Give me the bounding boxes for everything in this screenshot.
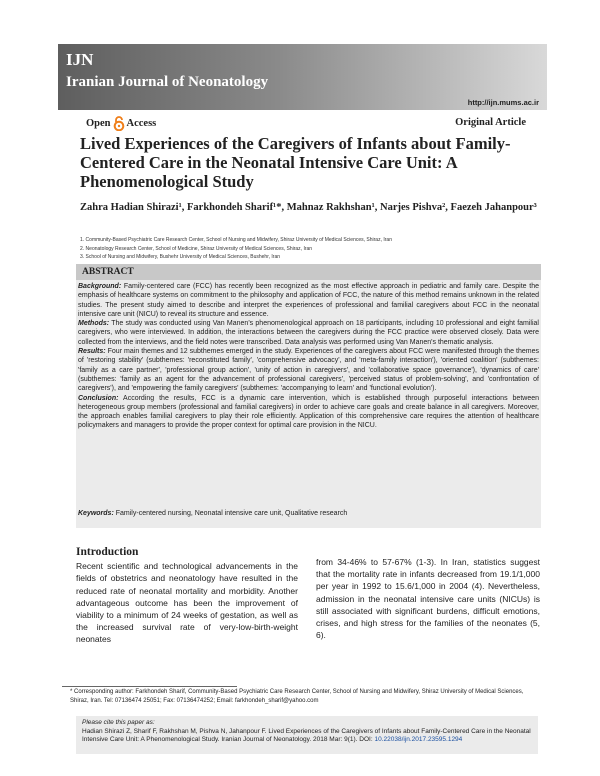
abstract-body [76,282,541,431]
journal-header-banner [58,44,547,110]
open-access-word-access: Access [126,118,157,129]
abstract-section [76,264,541,528]
journal-name: Iranian Journal of Neonatology [66,74,269,90]
intro-right-column [316,556,540,641]
footnote-divider [62,686,237,687]
open-access-badge [86,116,156,131]
affiliation-item: 3. School of Nursing and Midwifery, Bushehr University of Medical Sciences, Bushehr, Iran [80,254,280,260]
abstract-conclusion [78,394,539,431]
abstract-methods [78,319,539,347]
doi-link[interactable]: 10.22038/ijn.2017.23595.1294 [374,736,463,743]
conclusion-label: Conclusion: [78,394,119,402]
background-label: Background: [78,283,122,290]
intro-left-text: Recent scientific and technological advancements in the fields of obstetrics and neonatology have resulted in the reduced rate of neonatal mortality and morbidity. Another advantageous outcome has been the improvement of viability to a minimum of 24 weeks of gestation, as well as the increased survival rate of very-low-birth-weight neonates [76,561,298,645]
results-label: Results: [78,348,106,356]
results-text: Four main themes and 12 subthemes emerged in the study. Experiences of the caregivers about FCC were manifested through the themes of 'restoring stability' (subthemes: 'reconstituted family', 'comprehensive advocacy', and 'meta-family interaction'), 'oriented coalition' (subthemes: 'family as a care partner', 'professional group action', 'unity of action in caregivers', and 'collaborative space governance'), 'dynamics of care' (subthemes: 'family as an agent for the advancement of professional caregivers', 'perceived status of problem-solving', and 'confrontation of caregivers'), and 'empowering the family caregivers' (subthemes: 'accompanying to learn' and 'functional evolution'). [78,348,539,393]
journal-url-link[interactable]: http://ijn.mums.ac.ir [467,98,539,107]
keywords-label: Keywords: [78,510,114,517]
affiliation-list [80,236,540,262]
intro-right-text: from 34-46% to 57-67% (1-3). In Iran, statistics suggest that the mortality rate in infants decreased from 19.1/1,000 per year in 1992 to 15.6/1,000 in 2004 (4). Nevertheless, admission in the neonatal intensive care units (NICUs) is still associated with significant burdens, difficult emotions, crises, and high stress for the families of the neonates (5, 6). [316,557,540,641]
paper-title: Lived Experiences of the Caregivers of Infants about Family-Centered Care in the Neonatal Intensive Care Unit: A Phenomenological Study [80,134,511,191]
background-text: Family-centered care (FCC) has recently been recognized as the most effective approach in pediatric and family care. Despite the emphasis of healthcare systems on commitment to the philosophy and application of FCC, the nature of this method remains unknown in the related studies. The present study aimed to describe and interpret the experiences of professional and familial caregivers about FCC in the neonatal intensive care unit (NICU) to reveal its structure and essence. [78,283,539,318]
open-access-word-open: Open [86,118,111,129]
abstract-heading: ABSTRACT [76,264,541,280]
conclusion-text: According the results, FCC is a dynamic care intervention, which is established through purposeful interactions between heterogeneous group members (professional and familial caregivers) in order to achieve care goals and create balance in all caregivers. Moreover, the approach enables familial caregivers to play their role efficiently. Application of this comprehensive care requires the attention of healthcare policymakers and managers to provide the proper context for optimal care provision in the NICU. [78,394,539,430]
open-lock-icon [113,116,125,131]
abstract-background [78,282,539,319]
article-type-label: Original Article [455,117,526,128]
affiliation-item: 1. Community-Based Psychiatric Care Research Center, School of Nursing and Midwifery, Shiraz University of Medical Sciences, Shiraz, Iran [80,237,392,243]
citation-box [76,716,538,754]
citation-heading: Please cite this paper as: [82,719,155,726]
author-list: Zahra Hadian Shirazi¹, Farkhondeh Sharif¹*, Mahnaz Rakhshan¹, Narjes Pishva², Faezeh Jahanpour³ [80,202,537,213]
citation-text [82,728,532,745]
intro-left-column [76,546,298,646]
keywords-text: Family-centered nursing, Neonatal intensive care unit, Qualitative research [115,510,348,517]
methods-text: The study was conducted using Van Manen's phenomenological approach on 18 participants, including 10 professional and eight familial caregivers, who were interviewed. In addition, the interactions between the caregivers during the FCC practice were observed closely. Data were collected from the interviews, and the field notes were transcribed. Data analysis was performed using Van Manen's thematic analysis. [78,320,539,346]
abstract-results [78,347,539,393]
citation-issue: 2018 Mar: 9(1). DOI: [313,736,373,743]
introduction-heading: Introduction [76,546,139,558]
keywords-line [76,510,347,517]
corresponding-author-footnote: * Corresponding author: Farkhondeh Sharif, Community-Based Psychiatric Care Research Center, School of Nursing and Midwifery, Shiraz University of Medical Sciences, Shiraz, Iran. Tel: 07136474 25051; Fax: 07136474252; Email: farkhondeh_sharif@yahoo.com [70,689,524,704]
journal-abbreviation: IJN [66,50,94,69]
affiliation-item: 2. Neonatology Research Center, School of Medicine, Shiraz University of Medical Sciences, Shiraz, Iran [80,245,313,252]
methods-label: Methods: [78,320,110,328]
citation-reference: Hadian Shirazi Z, Sharif F, Rakhshan M, Pishva N, Jahanpour F. Lived Experiences of the Caregivers of Infants about Family-Centered Care in the Neonatal Intensive Care Unit: A Phenomenological Study. Iranian Journal of Neonatology. [82,727,531,743]
